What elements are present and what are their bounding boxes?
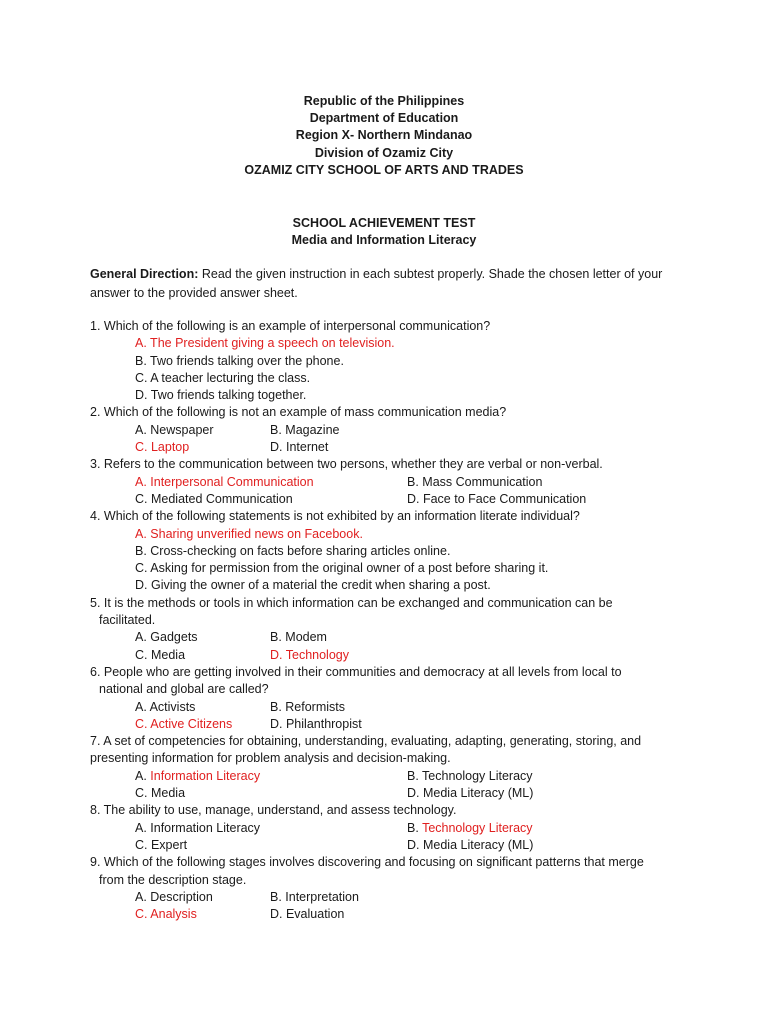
option-row xyxy=(90,820,710,837)
header-line: Department of Education xyxy=(309,111,459,126)
question-item xyxy=(90,802,710,854)
question-stem: 2. Which of the following is not an example of mass communication media? xyxy=(90,405,507,420)
option-row xyxy=(90,387,710,404)
question-item xyxy=(90,456,710,508)
answer-option: D. Internet xyxy=(270,440,329,455)
answer-option: A. Activists xyxy=(135,699,196,714)
answer-option: A. Newspaper xyxy=(135,422,214,437)
answer-option: B. Technology Literacy xyxy=(407,768,533,783)
answer-option: B. Two friends talking over the phone. xyxy=(135,353,344,368)
option-row xyxy=(90,370,710,387)
answer-option: A. Information Literacy xyxy=(135,820,261,835)
document-header xyxy=(0,93,768,179)
test-title-block xyxy=(0,215,768,249)
answer-option: B. Magazine xyxy=(270,422,340,437)
header-line: Republic of the Philippines xyxy=(303,94,465,108)
question-stem-continued: facilitated. xyxy=(99,613,156,628)
option-row xyxy=(90,353,710,370)
option-row xyxy=(90,629,710,646)
option-row xyxy=(90,474,710,491)
option-row xyxy=(90,889,710,906)
option-row xyxy=(90,785,710,802)
question-item xyxy=(90,318,710,404)
option-row xyxy=(90,560,710,577)
answer-option: D. Evaluation xyxy=(270,907,345,922)
option-row xyxy=(90,491,710,508)
question-stem: 3. Refers to the communication between two persons, whether they are verbal or non-verbal. xyxy=(90,457,603,472)
answer-option: C. Asking for permission from the original owner of a post before sharing it. xyxy=(135,561,549,576)
test-subject: Media and Information Literacy xyxy=(291,233,477,248)
test-title: SCHOOL ACHIEVEMENT TEST xyxy=(292,216,476,230)
option-letter: A. xyxy=(135,768,151,783)
answer-option: D. Philanthropist xyxy=(270,716,362,731)
answer-option: C. Media xyxy=(135,786,186,801)
option-row xyxy=(90,526,710,543)
answer-option: B. Reformists xyxy=(270,699,346,714)
option-row xyxy=(90,647,710,664)
answer-option: C. A teacher lecturing the class. xyxy=(135,370,311,385)
answer-option-correct xyxy=(407,820,533,837)
option-row xyxy=(90,439,710,456)
answer-option: A. Gadgets xyxy=(135,630,198,645)
question-list xyxy=(90,318,710,923)
option-row xyxy=(90,906,710,923)
question-item xyxy=(90,733,710,802)
question-item xyxy=(90,508,710,594)
question-stem-continued: presenting information for problem analysis and decision-making. xyxy=(90,751,451,766)
question-stem: 4. Which of the following statements is not exhibited by an information literate individual? xyxy=(90,509,580,524)
answer-option: D. Giving the owner of a material the credit when sharing a post. xyxy=(135,578,491,593)
question-stem-continued: from the description stage. xyxy=(99,872,247,887)
answer-option: C. Mediated Communication xyxy=(135,491,293,506)
option-text: Technology Literacy xyxy=(422,820,533,835)
answer-option: D. Media Literacy (ML) xyxy=(407,837,534,852)
answer-option-correct xyxy=(135,768,260,785)
option-row xyxy=(90,543,710,560)
option-text: Information Literacy xyxy=(150,768,261,783)
option-row xyxy=(90,768,710,785)
school-name: OZAMIZ CITY SCHOOL OF ARTS AND TRADES xyxy=(244,162,524,177)
header-line: Region X- Northern Mindanao xyxy=(295,128,473,143)
question-item xyxy=(90,404,710,456)
question-stem: 6. People who are getting involved in their communities and democracy at all levels from local to xyxy=(90,664,622,679)
option-row xyxy=(90,837,710,854)
question-stem: 5. It is the methods or tools in which information can be exchanged and communication can be xyxy=(90,595,613,610)
answer-option-correct: A. Sharing unverified news on Facebook. xyxy=(135,526,363,541)
question-stem: 1. Which of the following is an example of interpersonal communication? xyxy=(90,319,491,333)
answer-option: D. Media Literacy (ML) xyxy=(407,786,534,801)
answer-option: C. Media xyxy=(135,647,186,662)
answer-option: D. Two friends talking together. xyxy=(135,388,307,403)
answer-option: D. Face to Face Communication xyxy=(407,491,587,506)
direction-text: Read the given instruction in each subtest properly. Shade the chosen letter of your answer to the provided answer sheet. xyxy=(90,267,663,300)
answer-option-correct: C. Laptop xyxy=(135,440,190,455)
answer-option: B. Cross-checking on facts before sharing articles online. xyxy=(135,543,451,558)
answer-option: B. Modem xyxy=(270,630,327,645)
question-stem: 9. Which of the following stages involves discovering and focusing on significant patterns that merge xyxy=(90,855,644,870)
question-stem-continued: national and global are called? xyxy=(99,682,269,697)
answer-option: A. Description xyxy=(135,889,213,904)
option-row xyxy=(90,577,710,594)
option-letter: B. xyxy=(407,820,423,835)
question-item xyxy=(90,664,710,733)
option-row xyxy=(90,335,710,352)
general-direction xyxy=(90,265,690,303)
option-row xyxy=(90,699,710,716)
answer-option-correct: C. Analysis xyxy=(135,907,197,922)
answer-option: B. Interpretation xyxy=(270,889,359,904)
answer-option-correct: A. Interpersonal Communication xyxy=(135,474,314,489)
direction-label: General Direction: xyxy=(90,267,199,281)
header-line: Division of Ozamiz City xyxy=(314,145,454,160)
answer-option-correct: D. Technology xyxy=(270,647,349,662)
answer-option: C. Expert xyxy=(135,837,188,852)
question-item xyxy=(90,854,710,923)
answer-option-correct: A. The President giving a speech on television. xyxy=(135,336,395,351)
question-item xyxy=(90,595,710,664)
answer-option-correct: C. Active Citizens xyxy=(135,716,233,731)
question-stem: 8. The ability to use, manage, understand, and assess technology. xyxy=(90,803,457,818)
option-row xyxy=(90,422,710,439)
option-row xyxy=(90,716,710,733)
question-stem: 7. A set of competencies for obtaining, understanding, evaluating, adapting, generating, storing, and xyxy=(90,734,642,749)
answer-option: B. Mass Communication xyxy=(407,474,543,489)
